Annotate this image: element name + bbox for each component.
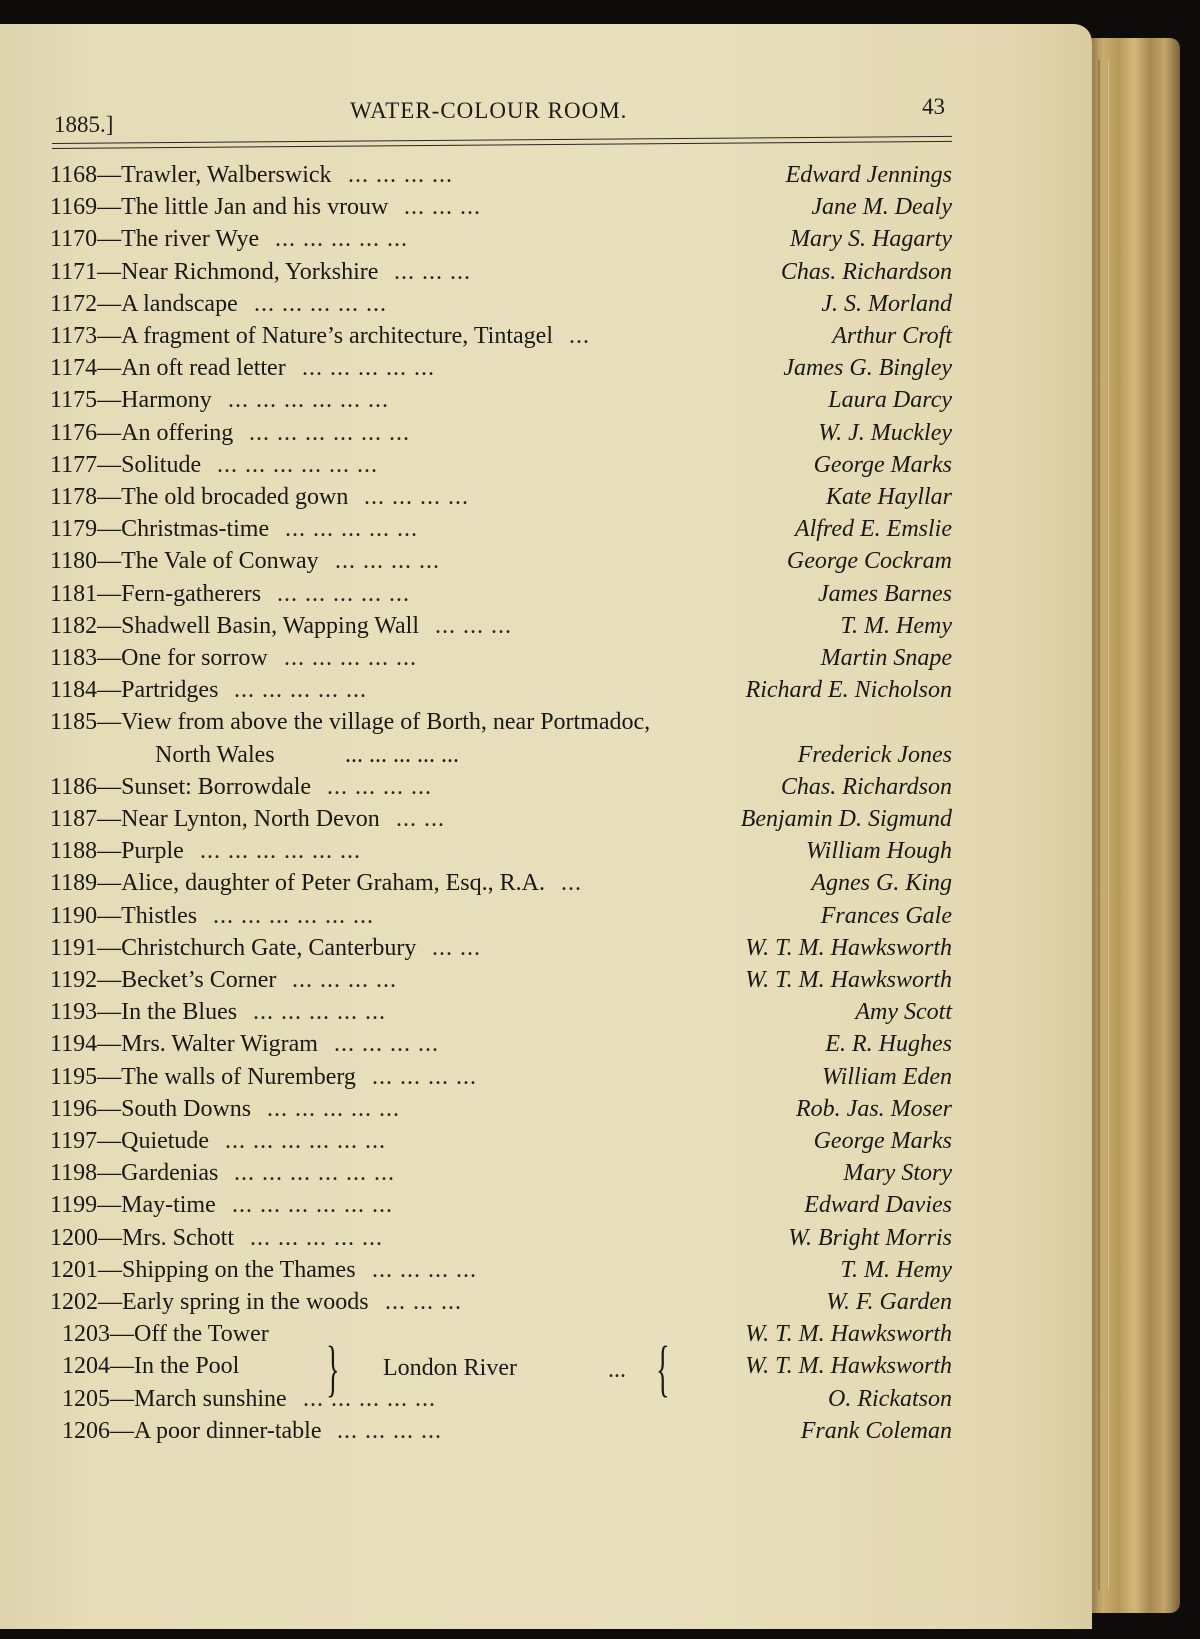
entry-number-title bbox=[62, 1386, 287, 1413]
entry-title: South Downs bbox=[121, 1095, 252, 1122]
entry-row bbox=[50, 226, 952, 260]
entry-artist: Frances Gale bbox=[820, 902, 952, 929]
entry-title: Trawler, Walberswick bbox=[121, 162, 332, 188]
entry-number: 1169 bbox=[50, 194, 98, 221]
entry-dash: — bbox=[97, 387, 122, 414]
entry-dash: — bbox=[97, 645, 122, 671]
entry-leader-dots: ... ... ... bbox=[394, 258, 471, 285]
entry-artist: Laura Darcy bbox=[828, 387, 952, 414]
entry-title: Becket’s Corner bbox=[121, 967, 277, 993]
entry-dash: — bbox=[97, 323, 122, 349]
entry-row bbox=[50, 162, 952, 196]
entry-row bbox=[50, 194, 952, 228]
entry-row bbox=[50, 806, 952, 840]
entry-artist: W. T. M. Hawksworth bbox=[745, 934, 952, 961]
entry-number: 1175 bbox=[50, 387, 98, 414]
entry-number-title bbox=[50, 1031, 318, 1058]
entry-title: The little Jan and his vrouw bbox=[121, 194, 389, 221]
entry-row bbox=[50, 870, 952, 904]
entry-number-title bbox=[50, 709, 650, 736]
entry-artist: James Barnes bbox=[818, 580, 952, 607]
entry-dash: — bbox=[97, 1160, 122, 1187]
entry-leader-dots: ... ... ... ... bbox=[335, 548, 440, 575]
entry-row bbox=[50, 999, 952, 1033]
entry-row bbox=[50, 323, 952, 357]
entry-title: Gardenias bbox=[121, 1160, 219, 1187]
entry-number-title bbox=[50, 1257, 356, 1284]
entry-number: 1188 bbox=[50, 838, 98, 865]
entry-leader-dots: ... ... ... ... bbox=[327, 773, 432, 800]
entry-title: Fern-gatherers bbox=[121, 580, 262, 607]
entry-artist: W. Bright Morris bbox=[788, 1224, 952, 1251]
entry-number: 1191 bbox=[50, 934, 98, 961]
entry-title: The river Wye bbox=[121, 226, 260, 253]
entry-row bbox=[50, 838, 952, 872]
entry-row bbox=[50, 1160, 952, 1194]
entry-artist: James G. Bingley bbox=[783, 355, 952, 382]
entry-title: Alice, daughter of Peter Graham, Esq., R.A. bbox=[121, 870, 545, 897]
entry-leader-dots: ... ... ... ... ... bbox=[250, 1224, 383, 1251]
entry-dash: — bbox=[97, 1095, 122, 1122]
entry-row bbox=[50, 709, 952, 743]
entry-leader-dots: ... ... ... ... ... ... bbox=[234, 1160, 395, 1187]
entry-leader-dots: ... ... ... ... bbox=[334, 1031, 439, 1058]
entry-artist: Richard E. Nicholson bbox=[745, 677, 952, 704]
entry-number: 1196 bbox=[50, 1095, 98, 1122]
entry-number: 1190 bbox=[50, 902, 98, 929]
entry-dash: — bbox=[97, 355, 122, 382]
entry-dash: — bbox=[97, 484, 122, 510]
entry-number: 1168 bbox=[50, 162, 98, 188]
entry-artist: Amy Scott bbox=[855, 999, 952, 1026]
entry-dash: — bbox=[97, 1063, 122, 1090]
entry-artist: Mary Story bbox=[843, 1160, 952, 1187]
left-brace-icon: } bbox=[326, 1335, 340, 1403]
entry-number: 1203 bbox=[62, 1321, 110, 1348]
entry-dash: — bbox=[97, 194, 122, 221]
entry-leader-dots: ... ... ... ... bbox=[372, 1063, 477, 1090]
entry-artist: W. F. Garden bbox=[826, 1289, 952, 1315]
entry-leader-dots: ... ... ... ... ... ... bbox=[228, 387, 389, 414]
entry-dash: — bbox=[97, 548, 122, 575]
entry-artist: W. T. M. Hawksworth bbox=[745, 1353, 952, 1380]
entry-row bbox=[50, 581, 952, 615]
entry-number-title bbox=[50, 291, 238, 318]
entry-dash: — bbox=[97, 870, 122, 897]
entry-number-title bbox=[50, 452, 201, 479]
entry-number-title bbox=[50, 1064, 356, 1091]
continuation-text: North Wales bbox=[155, 741, 275, 768]
entry-artist: Rob. Jas. Moser bbox=[796, 1095, 952, 1122]
entry-leader-dots: ... ... ... ... bbox=[364, 484, 469, 510]
entry-title: Solitude bbox=[121, 451, 202, 478]
entry-artist: William Hough bbox=[805, 838, 952, 865]
entry-dash: — bbox=[97, 999, 122, 1026]
entry-artist: W. T. M. Hawksworth bbox=[745, 967, 952, 993]
entry-dash: — bbox=[97, 258, 122, 285]
right-brace-icon: { bbox=[656, 1335, 670, 1403]
entry-title: Early spring in the woods bbox=[122, 1289, 369, 1315]
entry-artist: Mary S. Hagarty bbox=[790, 226, 952, 253]
entry-title: One for sorrow bbox=[121, 645, 268, 671]
entry-leader-dots: ... ... ... ... ... bbox=[234, 677, 367, 704]
entry-artist: George Marks bbox=[813, 1128, 952, 1154]
entry-number: 1187 bbox=[50, 806, 98, 832]
entry-title: Harmony bbox=[121, 387, 212, 414]
entry-number-title bbox=[50, 1289, 369, 1316]
entry-number: 1173 bbox=[50, 323, 98, 349]
entry-number-title bbox=[50, 162, 332, 189]
entry-leader-dots: ... ... ... ... bbox=[348, 162, 453, 188]
entry-number: 1184 bbox=[50, 677, 98, 704]
entry-title: View from above the village of Borth, near Portmadoc, bbox=[121, 709, 651, 736]
entry-title: Near Richmond, Yorkshire bbox=[121, 258, 379, 285]
header-year: 1885.] bbox=[54, 112, 114, 137]
entry-number-title bbox=[50, 999, 237, 1026]
entry-number-title bbox=[50, 355, 286, 382]
entry-leader-dots: ... ... bbox=[432, 934, 481, 961]
entry-dash: — bbox=[97, 902, 122, 929]
entry-artist: T. M. Hemy bbox=[840, 612, 952, 639]
entry-number: 1192 bbox=[50, 967, 98, 993]
entry-title: Mrs. Schott bbox=[122, 1224, 235, 1251]
entry-leader-dots: ... ... ... bbox=[385, 1289, 462, 1315]
entry-leader-dots: ... ... ... bbox=[435, 612, 512, 639]
entry-row bbox=[50, 1031, 952, 1065]
entry-leader-dots: ... bbox=[561, 870, 582, 897]
entry-title: A fragment of Nature’s architecture, Tintagel bbox=[121, 323, 553, 349]
entry-leader-dots: ... ... ... ... ... bbox=[277, 580, 410, 607]
entry-number-title bbox=[50, 194, 388, 221]
entry-number-title bbox=[50, 516, 269, 543]
entry-number-title bbox=[50, 935, 416, 962]
entry-leader-dots: ... ... ... ... ... ... bbox=[213, 902, 374, 929]
entry-title: In the Pool bbox=[134, 1353, 240, 1380]
entry-leader-dots: ... ... ... ... ... ... bbox=[232, 1192, 393, 1219]
entry-row bbox=[50, 1096, 952, 1130]
entry-artist: J. S. Morland bbox=[821, 290, 952, 317]
entry-title: Thistles bbox=[121, 902, 198, 929]
entry-number: 1174 bbox=[50, 355, 98, 382]
entry-number: 1199 bbox=[50, 1192, 98, 1219]
continuation-dots: ... ... ... ... ... bbox=[345, 741, 459, 768]
entry-title: March sunshine bbox=[134, 1385, 287, 1412]
entry-row bbox=[50, 677, 952, 711]
entry-number-title bbox=[50, 838, 184, 865]
entry-artist: George Cockram bbox=[786, 548, 952, 575]
entry-row bbox=[50, 516, 952, 550]
entry-dash: — bbox=[98, 1224, 122, 1251]
entry-dash: — bbox=[110, 1385, 134, 1412]
entry-leader-dots: ... ... ... ... ... bbox=[302, 355, 435, 382]
entry-leader-dots: ... ... ... ... ... ... bbox=[217, 451, 378, 478]
entry-title: In the Blues bbox=[121, 999, 238, 1026]
entry-artist: Edward Jennings bbox=[785, 162, 952, 188]
entry-dash: — bbox=[97, 709, 122, 736]
entry-leader-dots: ... ... ... ... bbox=[337, 1417, 442, 1444]
entry-leader-dots: ... ... ... bbox=[404, 194, 481, 221]
entry-artist: Frank Coleman bbox=[800, 1417, 952, 1444]
entry-row bbox=[50, 1289, 952, 1323]
entry-artist: William Eden bbox=[822, 1063, 952, 1090]
entry-number-title bbox=[50, 1128, 209, 1155]
entry-title: A landscape bbox=[121, 290, 238, 317]
entry-dash: — bbox=[97, 612, 122, 639]
entry-artist: T. M. Hemy bbox=[840, 1256, 952, 1283]
entry-row bbox=[50, 1225, 952, 1259]
entry-title: Shipping on the Thames bbox=[122, 1256, 356, 1283]
entry-leader-dots: ... ... ... ... ... ... bbox=[225, 1128, 386, 1154]
entry-artist: Agnes G. King bbox=[811, 870, 952, 897]
entry-leader-dots: ... bbox=[569, 323, 590, 349]
entry-title: Partridges bbox=[121, 677, 219, 704]
entry-number-title bbox=[50, 967, 276, 994]
entry-dash: — bbox=[97, 580, 122, 607]
entry-row bbox=[62, 1418, 952, 1452]
entry-number: 1171 bbox=[50, 258, 98, 285]
entry-row bbox=[50, 452, 952, 486]
entry-dash: — bbox=[97, 677, 122, 704]
entry-number-title bbox=[50, 677, 218, 704]
entry-title: May-time bbox=[121, 1192, 216, 1219]
entry-row bbox=[50, 548, 952, 582]
page-number: 43 bbox=[922, 94, 945, 119]
entry-number: 1197 bbox=[50, 1128, 98, 1154]
entry-leader-dots: ... ... ... ... ... ... bbox=[200, 838, 361, 865]
entry-title: Near Lynton, North Devon bbox=[121, 806, 380, 832]
entry-title: Quietude bbox=[121, 1128, 210, 1154]
entry-row bbox=[50, 291, 952, 325]
entry-dash: — bbox=[110, 1417, 134, 1444]
entry-artist: Alfred E. Emslie bbox=[794, 516, 952, 543]
entry-number: 1193 bbox=[50, 999, 98, 1026]
entry-number: 1195 bbox=[50, 1063, 98, 1090]
entry-leader-dots: ... ... ... ... ... bbox=[303, 1385, 436, 1412]
page-edge-lines bbox=[1098, 60, 1109, 1590]
continuation-artist: Frederick Jones bbox=[797, 741, 952, 768]
entry-number-title bbox=[62, 1418, 321, 1445]
entry-number: 1170 bbox=[50, 226, 98, 253]
london-river-label: London River bbox=[383, 1355, 517, 1381]
entry-dash: — bbox=[97, 516, 122, 543]
entry-number: 1178 bbox=[50, 484, 98, 510]
entry-number: 1201 bbox=[50, 1256, 98, 1283]
entry-number: 1179 bbox=[50, 516, 98, 543]
entry-number: 1204 bbox=[62, 1353, 110, 1380]
entry-number: 1181 bbox=[50, 580, 98, 607]
entry-dash: — bbox=[97, 290, 122, 317]
entry-number-title bbox=[50, 806, 380, 833]
entry-title: Mrs. Walter Wigram bbox=[121, 1031, 318, 1058]
entry-dash: — bbox=[97, 773, 122, 800]
entry-row bbox=[62, 1321, 952, 1355]
entry-row bbox=[50, 1257, 952, 1291]
entry-number: 1206 bbox=[62, 1417, 110, 1444]
entry-number-title bbox=[50, 420, 233, 447]
entry-title: An offering bbox=[121, 419, 234, 446]
entry-row bbox=[50, 613, 952, 647]
entry-number: 1176 bbox=[50, 419, 98, 446]
entry-title: Christchurch Gate, Canterbury bbox=[121, 934, 417, 961]
entry-row bbox=[50, 484, 952, 518]
entry-number: 1183 bbox=[50, 645, 98, 671]
entry-artist: W. T. M. Hawksworth bbox=[745, 1321, 952, 1348]
entry-number-title bbox=[50, 226, 259, 253]
entry-row bbox=[50, 903, 952, 937]
entry-leader-dots: ... ... ... ... ... bbox=[267, 1095, 400, 1122]
entry-artist: Chas. Richardson bbox=[780, 258, 952, 285]
entry-dash: — bbox=[110, 1321, 134, 1348]
entry-leader-dots: ... ... ... ... ... bbox=[275, 226, 408, 253]
entry-title: Christmas-time bbox=[121, 516, 270, 543]
entry-number-title bbox=[50, 323, 553, 350]
entry-number-title bbox=[50, 903, 197, 930]
entry-dash: — bbox=[97, 838, 122, 865]
entry-number: 1194 bbox=[50, 1031, 98, 1058]
entry-title: A poor dinner-table bbox=[134, 1417, 322, 1444]
entry-leader-dots: ... ... ... ... ... bbox=[285, 516, 418, 543]
entry-title: The Vale of Conway bbox=[121, 548, 319, 575]
entry-dash: — bbox=[110, 1353, 134, 1380]
entry-title: Shadwell Basin, Wapping Wall bbox=[121, 612, 419, 639]
entry-dash: — bbox=[98, 1256, 122, 1283]
entry-artist: Jane M. Dealy bbox=[811, 194, 952, 221]
entry-number: 1189 bbox=[50, 870, 98, 897]
entry-number: 1200 bbox=[50, 1224, 98, 1251]
entry-number-title bbox=[50, 613, 419, 640]
entry-number-title bbox=[50, 1192, 216, 1219]
entry-row bbox=[50, 1064, 952, 1098]
entry-number: 1180 bbox=[50, 548, 98, 575]
entry-dash: — bbox=[97, 226, 122, 253]
entry-title: Off the Tower bbox=[134, 1321, 269, 1348]
entry-artist: Chas. Richardson bbox=[780, 773, 952, 800]
entry-number-title bbox=[50, 259, 378, 286]
entry-dash: — bbox=[97, 806, 122, 832]
entry-row bbox=[50, 774, 952, 808]
header-title: WATER-COLOUR ROOM. bbox=[350, 98, 628, 123]
entry-dash: — bbox=[97, 1128, 122, 1154]
entry-1185-continuation bbox=[155, 742, 275, 769]
entry-leader-dots: ... ... bbox=[396, 806, 445, 832]
entry-title: Purple bbox=[121, 838, 184, 865]
entry-number-title bbox=[50, 645, 268, 672]
entry-artist: Kate Hayllar bbox=[826, 484, 952, 510]
entry-leader-dots: ... ... ... ... ... bbox=[254, 290, 387, 317]
entry-number: 1177 bbox=[50, 451, 98, 478]
entry-number-title bbox=[50, 774, 311, 801]
entry-dash: — bbox=[97, 967, 122, 993]
entry-row bbox=[50, 645, 952, 679]
entry-artist: O. Rickatson bbox=[828, 1385, 952, 1412]
entry-number-title bbox=[50, 548, 319, 575]
entry-row bbox=[50, 259, 952, 293]
london-river-dots: ... bbox=[608, 1357, 626, 1383]
entry-artist: E. R. Hughes bbox=[825, 1031, 952, 1058]
entry-number-title bbox=[62, 1353, 239, 1380]
entry-leader-dots: ... ... ... ... ... ... bbox=[249, 419, 410, 446]
entry-dash: — bbox=[97, 419, 122, 446]
entry-row bbox=[50, 1128, 952, 1162]
entry-dash: — bbox=[97, 934, 122, 961]
entry-number-title bbox=[50, 870, 545, 897]
entry-number: 1198 bbox=[50, 1160, 98, 1187]
entry-number-title bbox=[50, 1225, 234, 1252]
entry-leader-dots: ... ... ... ... bbox=[292, 967, 397, 993]
entry-number-title bbox=[50, 484, 348, 511]
entry-row bbox=[50, 967, 952, 1001]
entry-row bbox=[50, 355, 952, 389]
entry-number: 1186 bbox=[50, 773, 98, 800]
entry-title: An oft read letter bbox=[121, 355, 286, 382]
entry-leader-dots: ... ... ... ... bbox=[372, 1256, 477, 1283]
entry-number-title bbox=[50, 1096, 251, 1123]
entry-title: The old brocaded gown bbox=[121, 484, 349, 510]
entry-artist: Edward Davies bbox=[804, 1192, 952, 1219]
entry-number-title bbox=[62, 1321, 269, 1348]
entry-dash: — bbox=[97, 1192, 122, 1219]
entry-row bbox=[50, 420, 952, 454]
entry-dash: — bbox=[97, 1031, 122, 1058]
entry-artist: Martin Snape bbox=[820, 645, 952, 671]
entry-dash: — bbox=[97, 162, 122, 188]
entry-artist: W. J. Muckley bbox=[818, 419, 952, 446]
entry-number: 1182 bbox=[50, 612, 98, 639]
entry-leader-dots: ... ... ... ... ... bbox=[253, 999, 386, 1026]
entry-number: 1172 bbox=[50, 290, 98, 317]
entry-number: 1205 bbox=[62, 1385, 110, 1412]
entry-dash: — bbox=[97, 451, 122, 478]
entry-row bbox=[50, 935, 952, 969]
entry-row bbox=[50, 387, 952, 421]
entry-number: 1202 bbox=[50, 1289, 98, 1315]
entry-number-title bbox=[50, 1160, 218, 1187]
entry-artist: Benjamin D. Sigmund bbox=[740, 806, 952, 832]
entry-artist: Arthur Croft bbox=[832, 323, 952, 349]
entry-dash: — bbox=[98, 1289, 122, 1315]
entry-number-title bbox=[50, 581, 261, 608]
entry-number-title bbox=[50, 387, 212, 414]
entry-row bbox=[62, 1386, 952, 1420]
entry-number: 1185 bbox=[50, 709, 98, 736]
entry-title: The walls of Nuremberg bbox=[121, 1063, 356, 1090]
entry-leader-dots: ... ... ... ... ... bbox=[284, 645, 417, 671]
entry-row bbox=[50, 1192, 952, 1226]
entry-artist: George Marks bbox=[813, 451, 952, 478]
entry-title: Sunset: Borrowdale bbox=[121, 773, 312, 800]
